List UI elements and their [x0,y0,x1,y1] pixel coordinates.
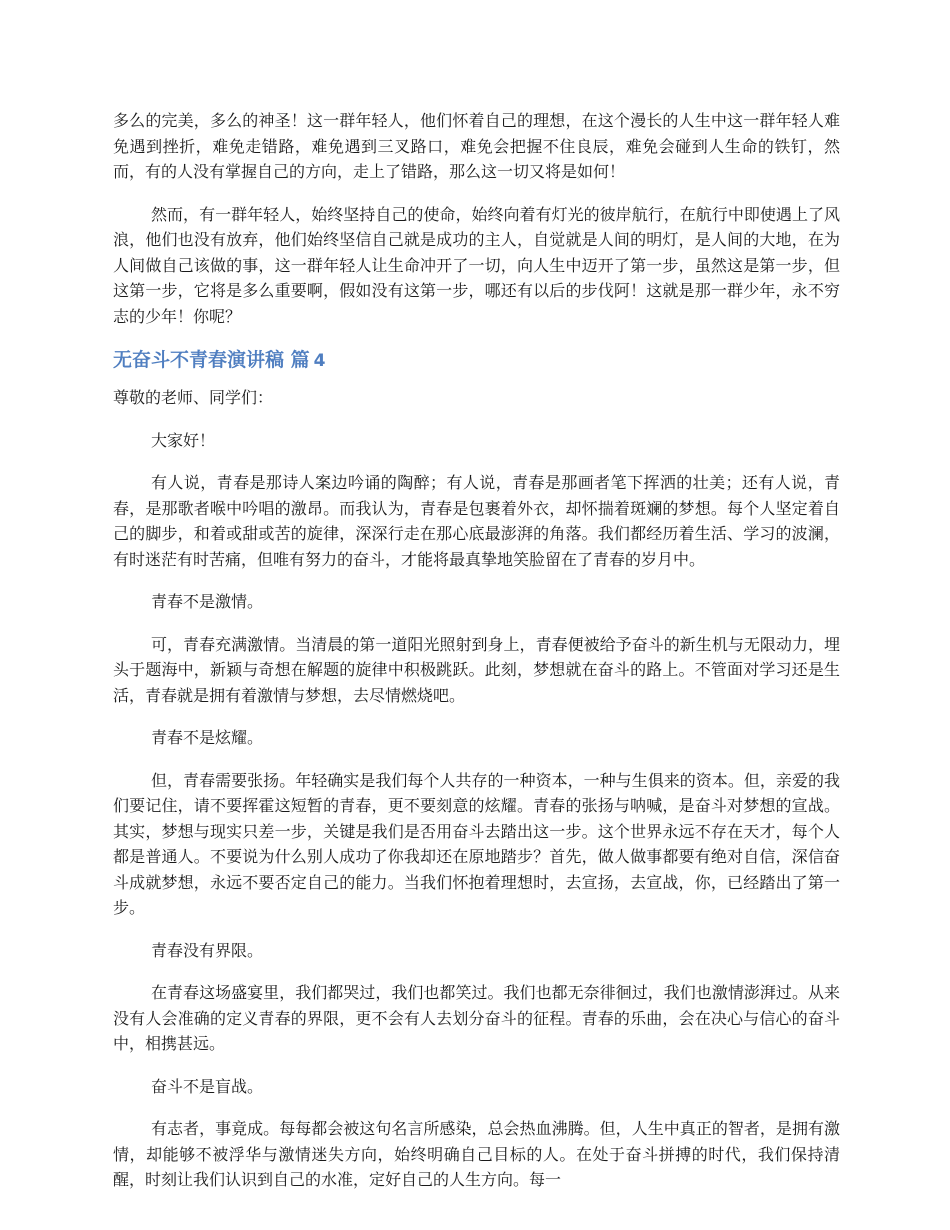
paragraph: 尊敬的老师、同学们： [113,388,274,407]
paragraph: 青春不是炫耀。 [151,728,264,747]
paragraph: 青春没有界限。 [151,940,264,960]
section-after-heading [113,385,840,1193]
paragraph: 然而，有一群年轻人，始终坚持自己的使命，始终向着有灯光的彼岸航行，在航行中即使遇上了风浪，他们也没有放弃，他们始终坚信自己就是成功的主人，自觉就是人间的明灯，是人间的大地，在为人间做自己该做的事，这一群年轻人让生命冲开了一切，向人生中迈开了第一步，虽然这是第一步，但这第一步，它将是多么重要啊，假如没有这第一步，哪还有以后的步伐阿！这就是那一群少年，永不穷志的少年！你呢？ [113,204,840,326]
paragraph: 青春不是激情。 [151,592,264,611]
section-heading [113,346,840,375]
paragraph: 奋斗不是盲战。 [151,1076,264,1096]
section-before-heading [113,108,840,329]
document-page [113,108,840,1210]
heading-number: 4 [313,351,326,371]
paragraph: 在青春这场盛宴里，我们都哭过，我们也都笑过。我们也都无奈徘徊过，我们也激情澎湃过。从来没有人会准确的定义青春的界限，更不会有人去划分奋斗的征程。青春的乐曲，会在决心与信心的奋斗中，相携甚远。 [113,983,840,1053]
paragraph: 大家好！ [151,430,216,450]
paragraph: 有人说，青春是那诗人案边吟诵的陶醉；有人说，青春是那画者笔下挥洒的壮美；还有人说，青春，是那歌者喉中吟唱的激昂。而我认为，青春是包裹着外衣，却怀揣着斑斓的梦想。每个人坚定着自己的脚步，和着或甜或苦的旋律，深深行走在那心底最澎湃的角落。我们都经历着生活、学习的波澜，有时迷茫有时苦痛，但唯有努力的奋斗，才能将最真挚地笑脸留在了青春的岁月中。 [113,473,840,569]
heading-title: 无奋斗不青春演讲稿 篇 [113,349,310,371]
paragraph: 但，青春需要张扬。年轻确实是我们每个人共存的一种资本，一种与生俱来的资本。但，亲爱的我们要记住，请不要挥霍这短暂的青春，更不要刻意的炫耀。青春的张扬与呐喊，是奋斗对梦想的宣战。其实，梦想与现实只差一步，关键是我们是否用奋斗去踏出这一步。这个世界永远不存在天才，每个人都是普通人。不要说为什么别人成功了你我却还在原地踏步？首先，做人做事都要有绝对自信，深信奋斗成就梦想，永远不要否定自己的能力。当我们怀抱着理想时，去宣扬，去宣战，你，已经踏出了第一步。 [113,770,840,917]
paragraph: 有志者，事竟成。每每都会被这句名言所感染，总会热血沸腾。但，人生中真正的智者，是拥有激情，却能够不被浮华与激情迷失方向，始终明确自己目标的人。在处于奋斗拼搏的时代，我们保持清醒，时刻让我们认识到自己的水准，定好自己的人生方向。每一 [113,1119,840,1189]
paragraph: 可，青春充满激情。当清晨的第一道阳光照射到身上，青春便被给予奋斗的新生机与无限动力，埋头于题海中，新颖与奇想在解题的旋律中积极跳跃。此刻，梦想就在奋斗的路上。不管面对学习还是生活，青春就是拥有着激情与梦想，去尽情燃烧吧。 [113,634,840,705]
paragraph: 多么的完美，多么的神圣！这一群年轻人，他们怀着自己的理想，在这个漫长的人生中这一群年轻人难免遇到挫折，难免走错路，难免遇到三叉路口，难免会把握不住良辰，难免会碰到人生命的铁钉，然而，有的人没有掌握自己的方向，走上了错路，那么这一切又将是如何！ [113,111,840,181]
